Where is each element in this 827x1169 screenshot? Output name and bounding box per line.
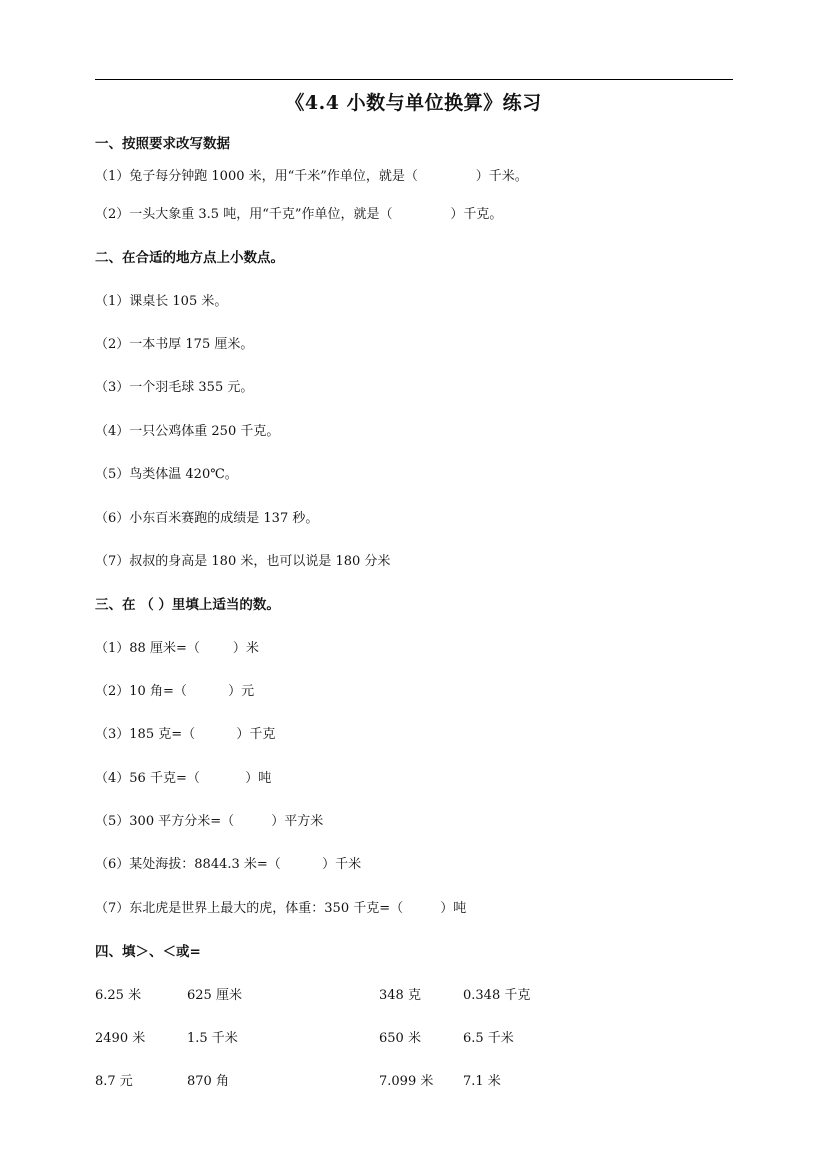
section-2-item-7: （7）叔叔的身高是 180 米，也可以说是 180 分米 <box>95 554 391 569</box>
compare-right-3: 1.5 千米 <box>187 1031 238 1046</box>
section-3-item-7: （7）东北虎是世界上最大的虎，体重：350 千克=（ ）吨 <box>95 901 467 916</box>
section-2-item-2: （2）一本书厚 175 厘米。 <box>95 337 254 352</box>
section-1-item-1: （1）兔子每分钟跑 1000 米，用“千米”作单位，就是（ ）千米。 <box>95 169 528 184</box>
section-2-item-5: （5）鸟类体温 420℃。 <box>95 467 238 482</box>
section-3-item-3: （3）185 克=（ ）千克 <box>95 727 276 742</box>
section-2-item-1: （1）课桌长 105 米。 <box>95 294 228 309</box>
compare-left-5: 8.7 元 <box>95 1074 133 1089</box>
compare-left-2: 348 克 <box>379 988 421 1003</box>
section-3-item-2: （2）10 角=（ ）元 <box>95 684 255 699</box>
compare-right-1: 625 厘米 <box>187 988 242 1003</box>
compare-right-2: 0.348 千克 <box>463 988 531 1003</box>
section-1-item-2: （2）一头大象重 3.5 吨，用“千克”作单位，就是（ ）千克。 <box>95 207 503 222</box>
section-2-heading: 二、在合适的地方点上小数点。 <box>95 250 284 266</box>
section-3-item-5: （5）300 平方分米=（ ）平方米 <box>95 814 324 829</box>
section-4-heading: 四、填＞、＜或= <box>95 944 201 960</box>
section-1-heading: 一、按照要求改写数据 <box>95 136 230 152</box>
compare-right-6: 7.1 米 <box>463 1074 501 1089</box>
compare-left-6: 7.099 米 <box>379 1074 434 1089</box>
header-rule <box>95 79 733 80</box>
section-2-item-6: （6）小东百米赛跑的成绩是 137 秒。 <box>95 511 319 526</box>
page-title: 《4.4 小数与单位换算》练习 <box>285 92 542 114</box>
compare-left-4: 650 米 <box>379 1031 421 1046</box>
section-3-item-6: （6）某处海拔：8844.3 米=（ ）千米 <box>95 857 362 872</box>
section-3-item-4: （4）56 千克=（ ）吨 <box>95 771 272 786</box>
section-2-item-3: （3）一个羽毛球 355 元。 <box>95 380 254 395</box>
section-3-item-1: （1）88 厘米=（ ）米 <box>95 641 259 656</box>
compare-left-3: 2490 米 <box>95 1031 146 1046</box>
compare-right-5: 870 角 <box>187 1074 229 1089</box>
compare-left-1: 6.25 米 <box>95 988 142 1003</box>
compare-right-4: 6.5 千米 <box>463 1031 514 1046</box>
section-3-heading: 三、在 （ ）里填上适当的数。 <box>95 597 280 613</box>
section-2-item-4: （4）一只公鸡体重 250 千克。 <box>95 424 280 439</box>
